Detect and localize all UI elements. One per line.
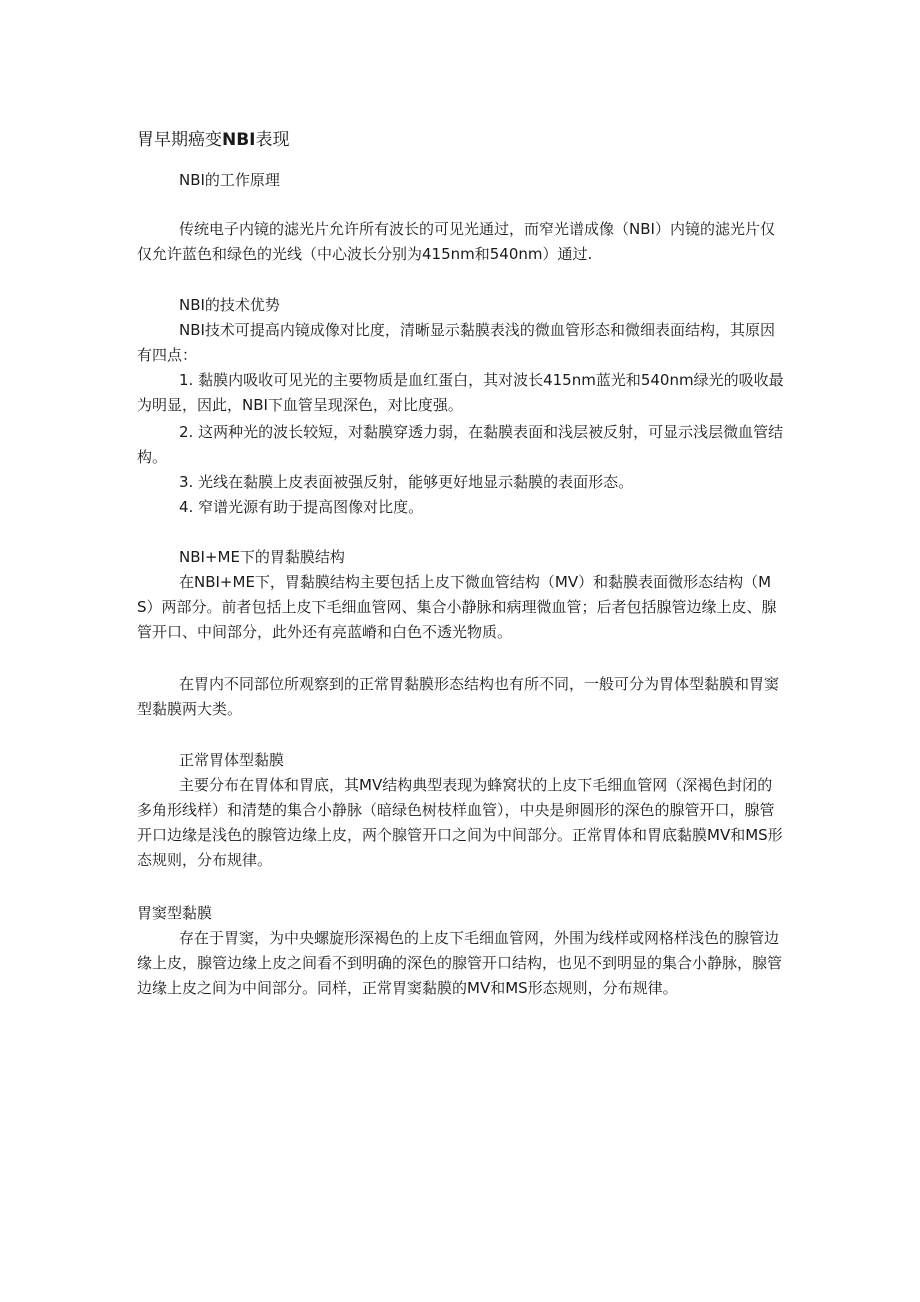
- paragraph-structure-2: 在胃内不同部位所观察到的正常胃黏膜形态结构也有所不同，一般可分为胃体型黏膜和胃窦型黏膜两大类。: [137, 675, 780, 718]
- paragraph-principle: 传统电子内镜的滤光片允许所有波长的可见光通过，而窄光谱成像（NBI）内镜的滤光片仅仅允许蓝色和绿色的光线（中心波长分别为415nm和540nm）通过.: [137, 220, 775, 263]
- paragraph-antrum-type: 存在于胃窦，为中央螺旋形深褐色的上皮下毛细血管网，外围为线样或网格样浅色的腺管边缘上皮，腺管边缘上皮之间看不到明确的深色的腺管开口结构，也见不到明显的集合小静脉，腺管边缘上皮之间为中间部分。同样，正常胃窦黏膜的MV和MS形态规则，分布规律。: [137, 929, 783, 997]
- list-item-advantage-4: 4. 窄谱光源有助于提高图像对比度。: [179, 498, 424, 516]
- title-bold: NBI: [222, 130, 256, 150]
- document-title: [137, 128, 290, 152]
- heading-structure: NBI+ME下的胃黏膜结构: [179, 548, 345, 566]
- paragraph-structure-1: 在NBI+ME下，胃黏膜结构主要包括上皮下微血管结构（MV）和黏膜表面微形态结构（MS）两部分。前者包括上皮下毛细血管网、集合小静脉和病理微血管；后者包括腺管边缘上皮、腺管开口、中间部分，此外还有亮蓝嵴和白色不透光物质。: [137, 573, 777, 641]
- list-item-advantage-3: 3. 光线在黏膜上皮表面被强反射，能够更好地显示黏膜的表面形态。: [179, 473, 634, 491]
- title-suffix: 表现: [255, 130, 290, 150]
- list-item-advantage-1: 1. 黏膜内吸收可见光的主要物质是血红蛋白，其对波长415nm蓝光和540nm绿光的吸收最为明显，因此，NBI下血管呈现深色，对比度强。: [137, 371, 784, 414]
- heading-advantages: NBI的技术优势: [179, 296, 280, 314]
- paragraph-body-type: 主要分布在胃体和胃底，其MV结构典型表现为蜂窝状的上皮下毛细血管网（深褐色封闭的多角形线样）和清楚的集合小静脉（暗绿色树枝样血管），中央是卵圆形的深色的腺管开口，腺管开口边缘是浅色的腺管边缘上皮，两个腺管开口之间为中间部分。正常胃体和胃底黏膜MV和MS形态规则，分布规律。: [137, 776, 783, 869]
- heading-principle: NBI的工作原理: [179, 171, 280, 189]
- paragraph-advantages-intro: NBI技术可提高内镜成像对比度，清晰显示黏膜表浅的微血管形态和微细表面结构，其原因有四点：: [137, 321, 775, 364]
- title-prefix: 胃早期癌变: [137, 130, 222, 150]
- heading-body-type: 正常胃体型黏膜: [179, 751, 285, 769]
- heading-antrum-type: 胃窦型黏膜: [137, 904, 213, 922]
- list-item-advantage-2: 2. 这两种光的波长较短，对黏膜穿透力弱，在黏膜表面和浅层被反射，可显示浅层微血管结构。: [137, 423, 784, 466]
